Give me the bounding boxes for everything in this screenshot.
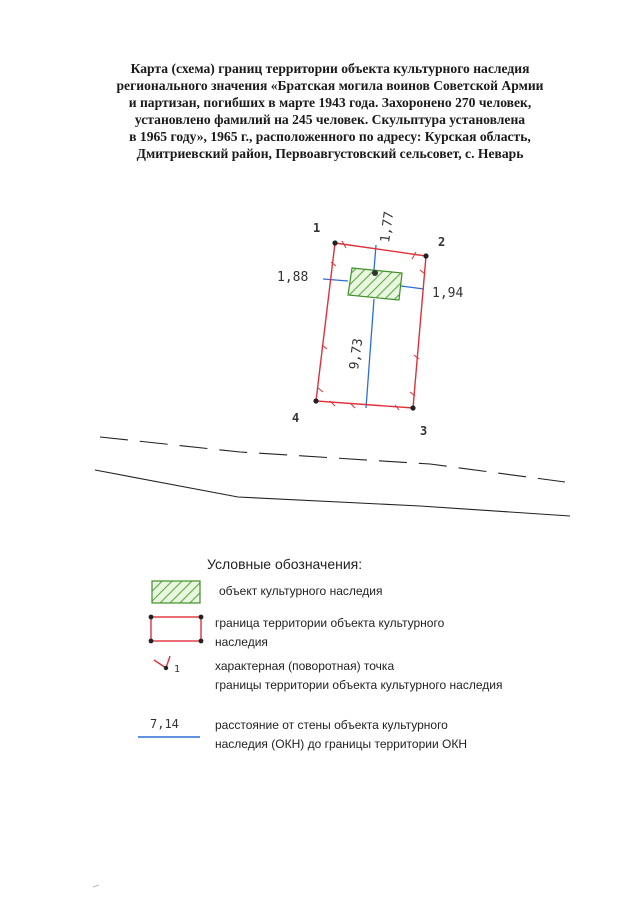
title-line: Дмитриевский район, Первоавгустовский сельсовет, с. Неварь [136,146,524,161]
territory-boundary [316,241,426,410]
legend-title: Условные обозначения: [207,556,363,572]
point-label-2: 2 [438,235,446,249]
legend-item-text: границы территории объекта культурного наследия [215,678,503,692]
road-dashed-line [100,437,565,482]
point-label-3: 3 [420,424,428,438]
legend-distance-label: 7,14 [150,717,179,731]
legend-item-text: наследия (ОКН) до границы территории ОКН [215,737,467,751]
legend-item-text: расстояние от стены объекта культурного [215,718,448,732]
title-line: в 1965 году», 1965 г., расположенного по адресу: Курская область, [129,129,531,144]
legend-item-text: характерная (поворотная) точка [215,659,395,673]
title-line: и партизан, погибших в марте 1943 года. Захоронено 270 человек, [128,95,532,110]
distance-line-bottom [366,299,374,408]
legend-item-distance [215,716,467,754]
legend-item-heritage-object [219,582,382,601]
legend-sample-heritage-object [152,581,200,603]
title-line: Карта (схема) границ территории объекта культурного наследия [130,61,530,76]
distance-label-left: 1,88 [277,270,309,285]
boundary-corner-points [313,240,428,410]
title-line: установлено фамилий на 245 человек. Скульптура установлена [134,112,526,127]
distance-label-right: 1,94 [432,286,464,301]
legend-item-text: граница территории объекта культурного [215,616,445,630]
corner-point-2 [423,253,428,258]
legend-item-text: объект культурного наследия [219,584,383,598]
heritage-object [348,268,402,300]
legend-item-boundary [215,614,444,652]
title-line: регионального значения «Братская могила воинов Советской Армии [116,78,544,93]
distance-lines [323,245,424,408]
legend-item-turning-point [215,657,502,695]
legend-item-text: наследия [215,635,268,649]
legend-sample-turning-point [154,656,180,675]
distance-label-bottom: 9,73 [347,337,367,371]
distance-label-top: 1,77 [378,210,398,244]
road-solid-line [95,470,570,516]
point-label-1: 1 [313,221,321,235]
point-label-4: 4 [292,411,300,425]
legend-sample-boundary [149,615,204,644]
distance-line-left [323,279,348,281]
legend-sample-distance [138,717,200,737]
corner-point-1 [332,240,337,245]
legend-point-label: 1 [174,664,181,675]
corner-point-4 [313,398,318,403]
corner-point-3 [410,405,415,410]
distance-line-right [401,286,424,289]
